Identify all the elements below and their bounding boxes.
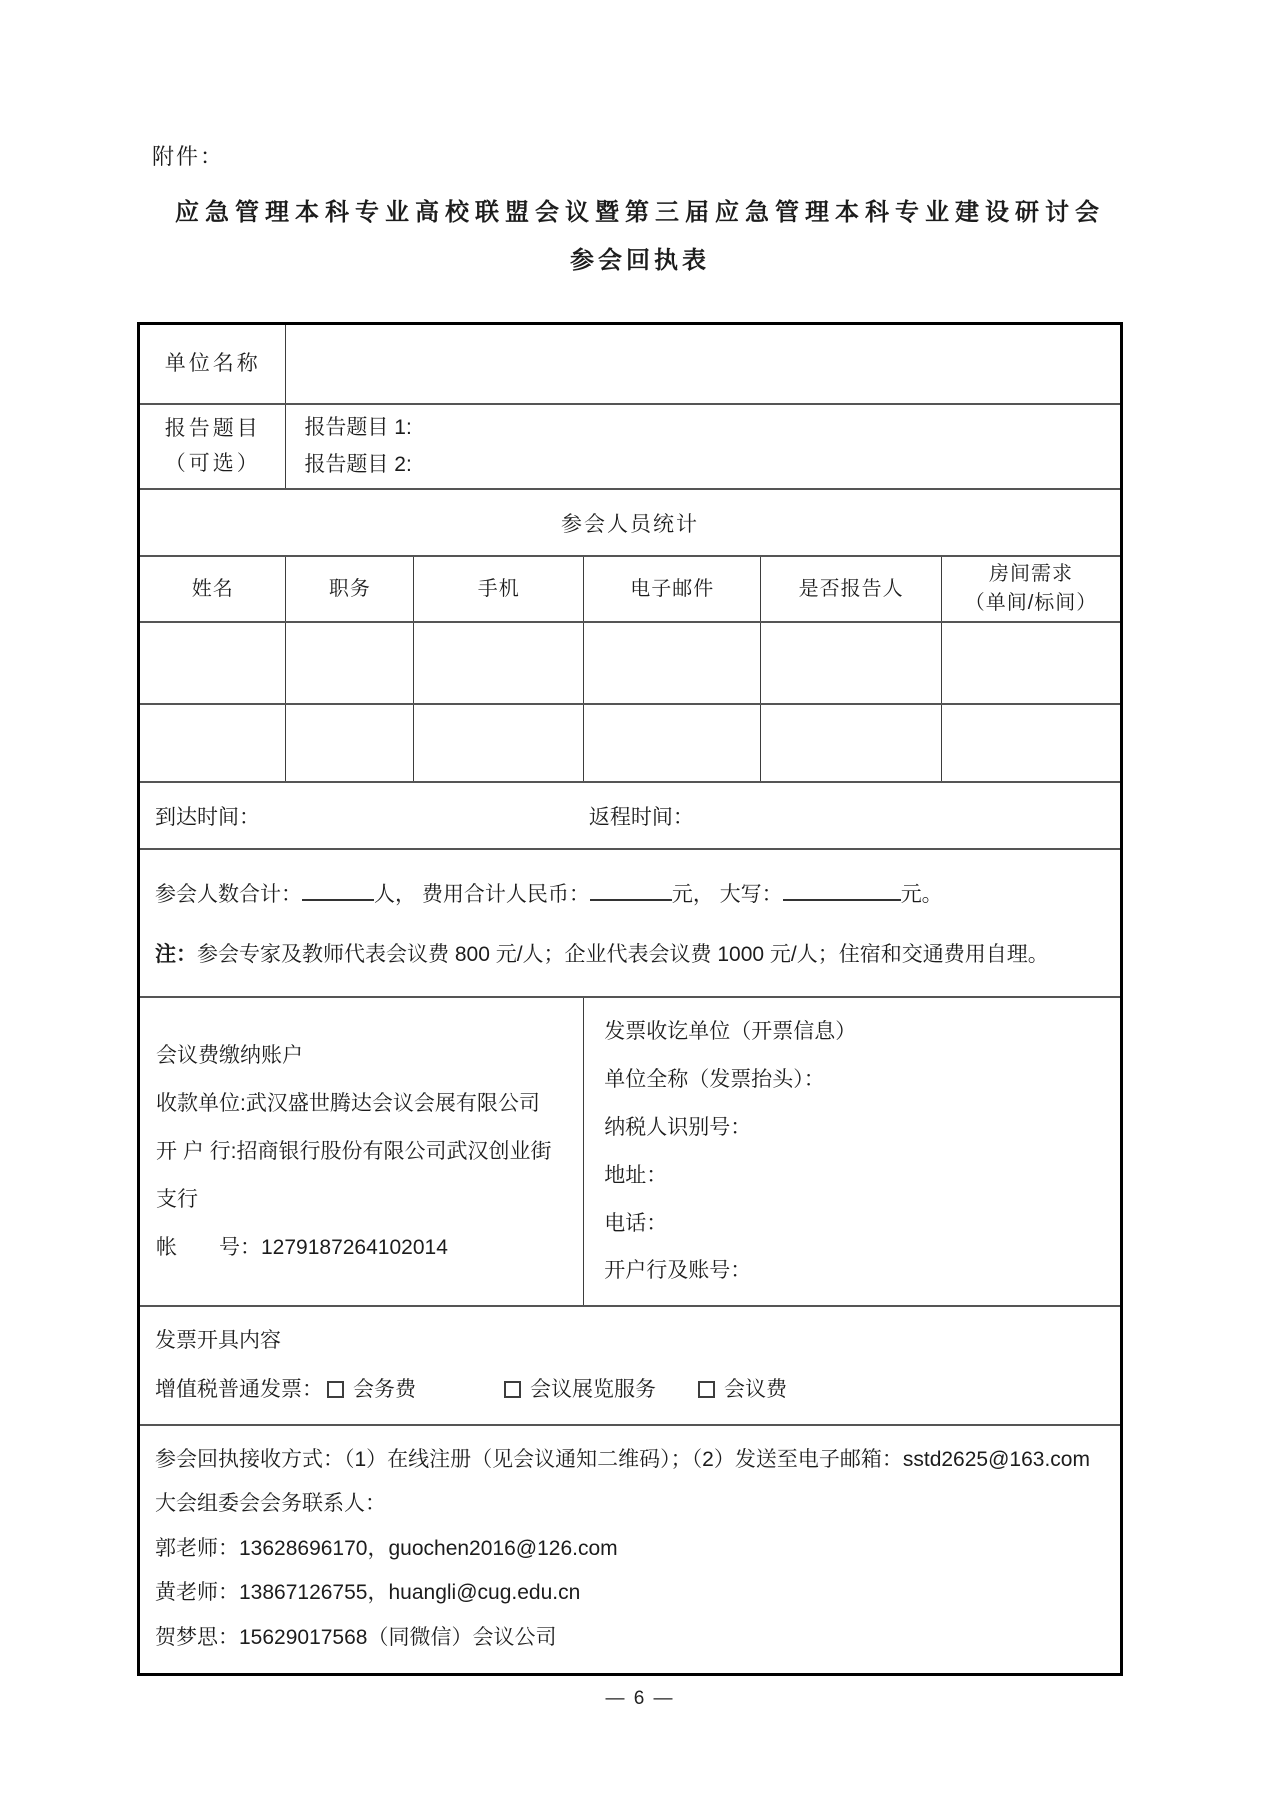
cell-is-speaker-1[interactable]	[761, 622, 942, 704]
totals-seg2: 人， 费用合计人民币：	[374, 883, 590, 907]
registration-form-table	[137, 322, 1123, 1676]
contact-footer-cell	[139, 1425, 1122, 1674]
page-number: — 6 —	[605, 1688, 675, 1709]
return-time-label: 返程时间：	[588, 805, 694, 829]
payment-invoice-row	[139, 997, 1122, 1306]
invoice-type-label: 增值税普通发票：	[155, 1377, 323, 1401]
contact-heading: 大会组委会会务联系人：	[155, 1492, 386, 1516]
invoice-field-company-name[interactable]: 单位全称（发票抬头）：	[604, 1067, 825, 1091]
cell-mobile-1[interactable]	[414, 622, 584, 704]
checkbox-conference-service[interactable]	[327, 1381, 344, 1398]
invoice-content-cell	[139, 1306, 1122, 1425]
payment-account-number-line: 帐 号：1279187264102014	[156, 1235, 448, 1259]
fee-in-words-blank[interactable]	[783, 881, 901, 901]
report-title-label	[139, 404, 286, 490]
cell-email-2[interactable]	[584, 704, 761, 782]
cell-position-2[interactable]	[286, 704, 414, 782]
participants-header-row	[139, 556, 1122, 622]
room-header-line1: 房间需求	[989, 563, 1074, 586]
payment-payee-line: 收款单位:武汉盛世腾达会议会展有限公司	[156, 1091, 540, 1115]
page-subtitle: 参会回执表	[570, 247, 710, 274]
col-header-mobile: 手机	[414, 556, 584, 622]
col-header-is-speaker: 是否报告人	[761, 556, 942, 622]
payment-account-cell	[139, 997, 584, 1306]
participant-empty-row-2	[139, 704, 1122, 782]
contact-footer-row	[139, 1425, 1122, 1674]
cell-room-need-2[interactable]	[942, 704, 1122, 782]
col-header-position: 职务	[286, 556, 414, 622]
travel-time-cell[interactable]	[139, 782, 1122, 849]
cell-mobile-2[interactable]	[414, 704, 584, 782]
invoice-info-title: 发票收讫单位（开票信息）	[604, 1020, 857, 1044]
option-conference-service-label: 会务费	[353, 1377, 416, 1401]
payment-bank-line: 开 户 行:招商银行股份有限公司武汉创业街支行	[156, 1139, 552, 1211]
participants-section-title: 参会人员统计	[139, 489, 1122, 556]
col-header-room-need	[942, 556, 1122, 622]
invoice-field-phone[interactable]: 电话：	[604, 1211, 668, 1235]
col-header-name: 姓名	[139, 556, 286, 622]
room-header-line2: （单间/标间）	[964, 592, 1098, 615]
cell-position-1[interactable]	[286, 622, 414, 704]
total-people-blank[interactable]	[302, 881, 374, 901]
invoice-content-title: 发票开具内容	[155, 1329, 281, 1353]
contact-he: 贺梦思：15629017568（同微信）会议公司	[155, 1626, 557, 1649]
attachment-label: 附件：	[152, 144, 225, 169]
participants-section-row	[139, 489, 1122, 556]
option-exhibition-service-label: 会议展览服务	[530, 1377, 656, 1401]
participant-empty-row-1	[139, 622, 1122, 704]
report-title-label-line2: （可选）	[164, 452, 261, 476]
note-text: 参会专家及教师代表会议费 800 元/人；企业代表会议费 1000 元/人；住宿和交通费用自理。	[197, 943, 1049, 967]
contact-huang: 黄老师：13867126755，huangli@cug.edu.cn	[155, 1581, 581, 1605]
invoice-field-bank-account[interactable]: 开户行及账号：	[604, 1259, 752, 1283]
option-conference-service	[327, 1378, 416, 1401]
invoice-info-cell	[584, 997, 1122, 1306]
unit-name-input-cell[interactable]	[286, 324, 1122, 404]
cell-name-1[interactable]	[139, 622, 286, 704]
totals-seg4: 元。	[900, 883, 943, 907]
unit-name-row	[139, 324, 1122, 404]
note-label: 注：	[155, 943, 197, 967]
col-header-email: 电子邮件	[584, 556, 761, 622]
invoice-field-tax-id[interactable]: 纳税人识别号：	[604, 1115, 752, 1139]
page-title: 应急管理本科专业高校联盟会议暨第三届应急管理本科专业建设研讨会	[175, 199, 1105, 226]
invoice-type-options-line	[155, 1366, 1105, 1414]
arrival-time-label: 到达时间：	[155, 805, 260, 829]
totals-seg3: 元， 大写：	[671, 883, 783, 907]
cell-email-1[interactable]	[584, 622, 761, 704]
report-title-2-label: 报告题目 2:	[304, 453, 412, 477]
report-title-input-cell[interactable]	[286, 404, 1122, 490]
contact-guo: 郭老师：13628696170，guochen2016@126.com	[155, 1536, 618, 1560]
option-conference-fee-label: 会议费	[724, 1377, 787, 1401]
checkbox-conference-fee[interactable]	[698, 1381, 715, 1398]
report-title-1-label: 报告题目 1:	[304, 415, 412, 439]
cell-name-2[interactable]	[139, 704, 286, 782]
totals-seg1: 参会人数合计：	[155, 883, 302, 907]
invoice-content-row	[139, 1306, 1122, 1425]
checkbox-exhibition-service[interactable]	[504, 1381, 521, 1398]
summary-row	[139, 849, 1122, 997]
report-title-row	[139, 404, 1122, 490]
option-conference-fee	[698, 1378, 787, 1401]
option-exhibition-service	[504, 1378, 656, 1401]
invoice-field-address[interactable]: 地址：	[604, 1163, 668, 1187]
receipt-method-line: 参会回执接收方式：（1）在线注册（见会议通知二维码）；（2）发送至电子邮箱：sstd2625@163.com	[155, 1447, 1090, 1471]
total-fee-blank[interactable]	[590, 881, 672, 901]
note-line	[155, 938, 1105, 968]
report-title-label-line1: 报告题目	[164, 416, 261, 440]
payment-account-title: 会议费缴纳账户	[156, 1044, 303, 1068]
totals-line	[155, 878, 1105, 908]
cell-room-need-1[interactable]	[942, 622, 1122, 704]
unit-name-label: 单位名称	[139, 324, 286, 404]
summary-cell	[139, 849, 1122, 997]
travel-time-row	[139, 782, 1122, 849]
cell-is-speaker-2[interactable]	[761, 704, 942, 782]
